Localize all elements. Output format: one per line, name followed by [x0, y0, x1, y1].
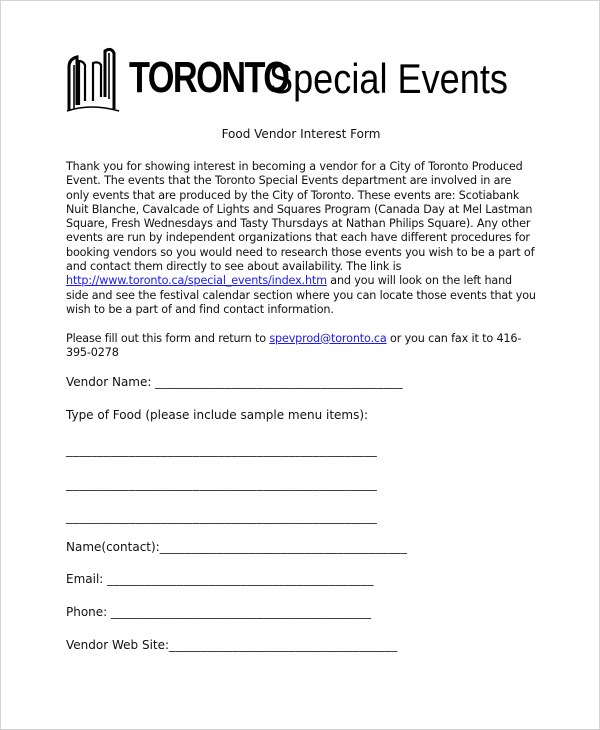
phone-blank[interactable]: _________________________________________: [111, 605, 372, 619]
web-site-field[interactable]: [66, 638, 398, 652]
vendor-name-field[interactable]: [66, 375, 403, 389]
email-field[interactable]: [66, 572, 374, 586]
contact-name-blank[interactable]: _______________________________________: [159, 540, 408, 554]
type-of-food-label: Type of Food (please include sample menu items):: [66, 408, 369, 422]
contact-name-field[interactable]: [66, 540, 407, 554]
return-text-part1: Please fill out this form and return to: [66, 331, 270, 345]
vendor-name-blank[interactable]: _______________________________________: [155, 375, 403, 389]
email-link[interactable]: spevprod@toronto.ca: [269, 331, 387, 345]
web-site-label: Vendor Web Site:: [66, 638, 170, 652]
email-blank[interactable]: __________________________________________: [107, 572, 374, 586]
city-hall-icon: [65, 45, 121, 115]
food-line-1[interactable]: _________________________________________________: [66, 443, 378, 457]
paragraph-gap: [66, 317, 536, 331]
food-line-2[interactable]: _________________________________________________: [66, 477, 378, 491]
intro-text-part2: and you will look on the left hand side and see the festival calendar section where you can locate those events that you wish to be a part of and find contact information.: [66, 274, 536, 316]
intro-paragraph: [66, 160, 536, 317]
phone-label: Phone:: [66, 605, 112, 619]
form-title: Food Vendor Interest Form: [221, 127, 381, 141]
special-events-link[interactable]: http://www.toronto.ca/special_events/index.htm: [66, 274, 327, 288]
email-label: Email:: [66, 572, 108, 586]
contact-name-label: Name(contact):: [66, 540, 160, 554]
intro-text-part1: Thank you for showing interest in becoming a vendor for a City of Toronto Produced Event. The events that the Toronto Special Events department are involved in are only events that are produced by the City of Toronto. These events are: Scotiabank Nuit Blanche, Cavalcade of Lights and Squares Program (Canada Day at Mel Lastman Square, Fresh Wednesdays and Tasty Thursdays at Nathan Philips Square). Any other events are run by independent organizations that each have different procedures for booking vendors so you would need to research those events you wish to be a part of and contact them directly to see about availability. The link is: [66, 160, 535, 274]
return-instructions: [66, 332, 536, 361]
phone-field[interactable]: [66, 605, 371, 619]
return-text-part2: or you can fax it to 416-395-0278: [66, 331, 522, 359]
vendor-name-label: Vendor Name:: [66, 375, 156, 389]
logo-subtitle: Special Events: [269, 55, 508, 102]
food-line-3[interactable]: _________________________________________________: [66, 510, 378, 524]
toronto-special-events-logo: [65, 45, 508, 115]
web-site-blank[interactable]: ____________________________________: [169, 638, 398, 652]
intro-text: [66, 160, 536, 360]
logo-word-toronto: TORONTO: [129, 53, 289, 102]
